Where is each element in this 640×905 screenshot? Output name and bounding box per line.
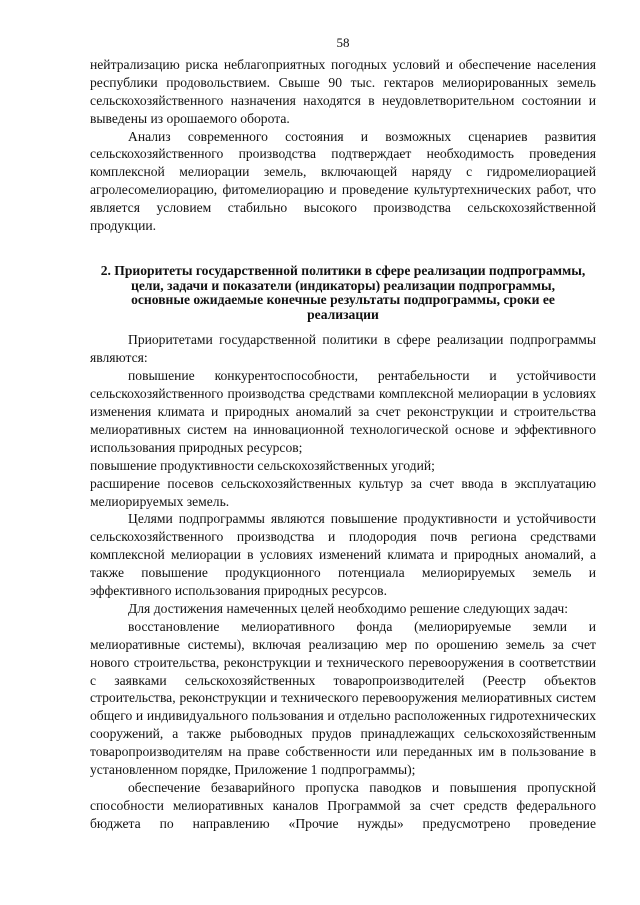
list-item: расширение посевов сельскохозяйственных культур за счет ввода в эксплуатацию мелиорируемых земель. (90, 475, 596, 509)
section-body (90, 331, 596, 832)
paragraph: Анализ современного состояния и возможных сценариев развития сельскохозяйственного производства подтверждает необходимость проведения комплексной мелиорации земель, включающей наряду с гидромелиорацией агролесомелиорацию, фитомелиорацию и проведение культуртехнических работ, что является условием стабильно высокого производства сельскохозяйственной продукции. (90, 128, 596, 234)
list-item: повышение конкурентоспособности, рентабельности и устойчивости сельскохозяйственного производства средствами комплексной мелиорации в условиях изменения климата и природных аномалий за счет реконструкции и строительства мелиоративных систем на инновационной технологической основе и эффективного использования природных ресурсов; (90, 368, 596, 455)
document-page (90, 34, 596, 833)
paragraph: Целями подпрограммы являются повышение продуктивности и устойчивости сельскохозяйственного производства и плодородия почв региона средствами комплексной мелиорации в условиях изменений климата и природных аномалий, а также повышение продукционного потенциала мелиорируемых земель и эффективного использования природных ресурсов. (90, 511, 596, 599)
list-item: восстановление мелиоративного фонда (мелиорируемые земли и мелиоративные системы), включая реализацию мер по орошению земель за счет нового строительства, реконструкции и технического перевооружения в соответствии с заявками сельскохозяйственных товаропроизводителей (Реестр объектов строительства, реконструкции и технического перевооружения мелиоративных систем общего и индивидуального пользования и отдельно расположенных гидротехнических сооружений, а также рыбоводных прудов принадлежащих сельскохозяйственным товаропроизводителям на праве собственности или переданных им в пользование в установленном порядке, Приложение 1 подпрограммы); (90, 618, 596, 778)
section-heading: 2. Приоритеты государственной политики в сфере реализации подпрограммы, цели, задачи и показатели (индикаторы) реализации подпрограммы, основные ожидаемые конечные результаты подпрограммы, сроки ее реализации (100, 262, 586, 322)
paragraph: Приоритетами государственной политики в сфере реализации подпрограммы являются: (90, 332, 596, 366)
paragraph: нейтрализацию риска неблагоприятных погодных условий и обеспечение населения республики продовольствием. Свыше 90 тыс. гектаров мелиорированных земель сельскохозяйственного назначения находятся в неудовлетворительном состоянии и выведены из орошаемого оборота. (90, 56, 596, 126)
paragraph: Для достижения намеченных целей необходимо решение следующих задач: (128, 600, 568, 616)
list-item: повышение продуктивности сельскохозяйственных угодий; (90, 457, 435, 473)
intro-text (90, 56, 596, 235)
list-item: обеспечение безаварийного пропуска паводков и повышения пропускной способности мелиоративных каналов Программой за счет средств федерального бюджета по направлению «Прочие нужды» предусмотрено проведение (90, 780, 596, 831)
page-number: 58 (336, 35, 350, 50)
